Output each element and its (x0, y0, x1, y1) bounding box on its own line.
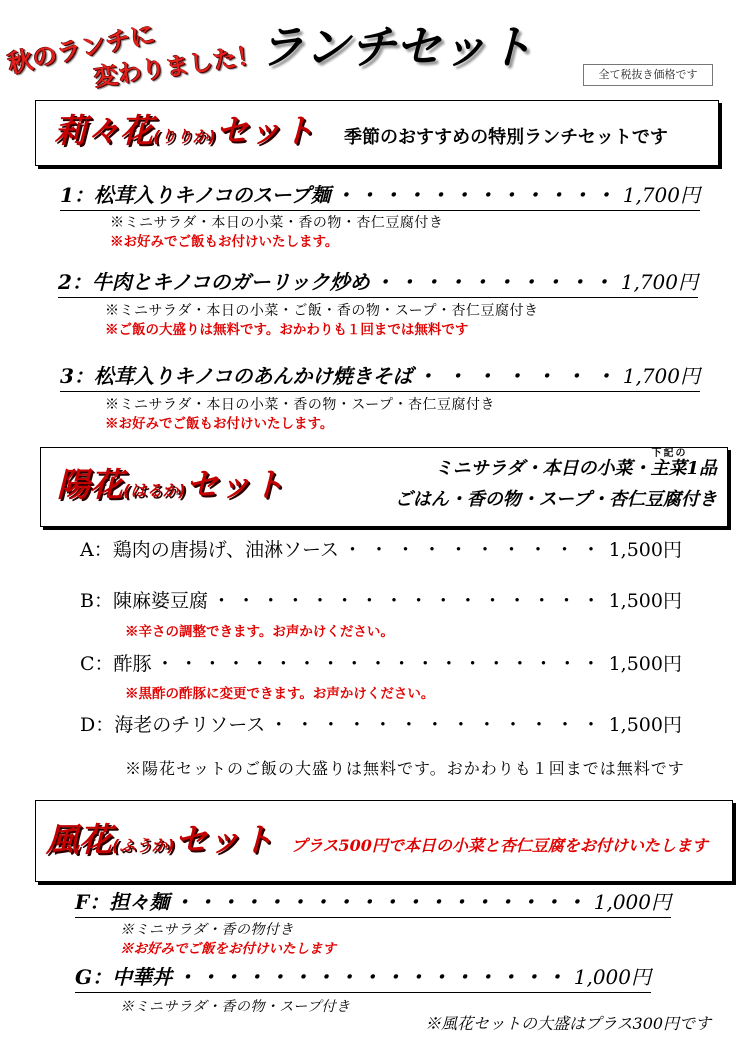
menu-item-c (80, 653, 682, 679)
set-title-fuuka (46, 821, 274, 859)
item-includes-note: ※ミニサラダ・本日の小菜・香の物・スープ・杏仁豆腐付き (105, 397, 495, 413)
item-name: C：酢豚 (80, 653, 152, 675)
leader-dot: ・ (446, 364, 467, 388)
leader-dot: ・ (534, 653, 554, 675)
leader-dot: ・ (528, 539, 548, 561)
leader-dot: ・ (242, 890, 263, 914)
leader-dot: ・ (486, 653, 506, 675)
leader-dot: ・ (261, 590, 281, 612)
item-option-note: ※お好みでご飯をお付けいたします (120, 941, 336, 957)
leader-dot: ・ (477, 714, 497, 736)
leader-dot: ・ (594, 183, 615, 207)
menu-item-b (80, 590, 682, 616)
item-name: G：中華丼 (75, 965, 173, 989)
item-name: 3：松茸入りキノコのあんかけ焼きそば (60, 364, 413, 388)
leader-dot: ・ (236, 590, 256, 612)
leader-dot: ・ (358, 183, 379, 207)
leader-dot: ・ (557, 653, 577, 675)
haruka-includes-line2: ごはん・香の物・スープ・杏仁豆腐付き (394, 489, 717, 510)
dot-leader (208, 590, 609, 614)
leader-dot: ・ (321, 653, 341, 675)
leader-dot: ・ (384, 590, 404, 612)
item-price: 1,500円 (608, 714, 682, 736)
leader-dot: ・ (475, 539, 495, 561)
item-option-note: ※ご飯の大盛りは無料です。おかわりも１回までは無料です (105, 322, 469, 338)
leader-dot: ・ (245, 965, 266, 989)
autumn-banner-line2: 変わりました！ (92, 40, 263, 92)
leader-dot: ・ (337, 965, 358, 989)
leader-dot: ・ (452, 183, 473, 207)
set-header-ririka (35, 100, 719, 166)
leader-dot: ・ (369, 539, 389, 561)
leader-dot: ・ (476, 965, 497, 989)
leader-dot: ・ (310, 590, 330, 612)
leader-dot: ・ (568, 270, 589, 294)
leader-dot: ・ (495, 270, 516, 294)
leader-dot: ・ (453, 965, 474, 989)
leader-dot: ・ (430, 965, 451, 989)
leader-dot: ・ (373, 714, 393, 736)
leader-dot: ・ (285, 590, 305, 612)
leader-dot: ・ (565, 890, 586, 914)
haruka-set-note: ※陽花セットのご飯の大盛りは無料です。おかわりも１回までは無料です (125, 759, 685, 778)
leader-dot: ・ (269, 714, 289, 736)
leader-dot: ・ (335, 590, 355, 612)
leader-dot: ・ (545, 965, 566, 989)
leader-dot: ・ (535, 364, 556, 388)
leader-dot: ・ (344, 653, 364, 675)
leader-dot: ・ (544, 270, 565, 294)
leader-dot: ・ (450, 890, 471, 914)
menu-item-f (75, 890, 671, 918)
leader-dot: ・ (360, 965, 381, 989)
set-suffix: セット (185, 465, 285, 504)
item-option-note: ※お好みでご飯もお付けいたします。 (110, 234, 339, 250)
item-name: 2：牛肉とキノコのガーリック炒め (58, 270, 370, 294)
leader-dot: ・ (519, 270, 540, 294)
leader-dot: ・ (422, 539, 442, 561)
ruby-base: 主菜 (650, 458, 687, 479)
leader-dot: ・ (475, 364, 496, 388)
item-price: 1,500円 (608, 590, 682, 612)
leader-dot: ・ (359, 590, 379, 612)
item-name: D：海老のチリソース (80, 714, 266, 736)
leader-dot: ・ (532, 590, 552, 612)
leader-dot: ・ (250, 653, 270, 675)
set-title-ririka (54, 112, 315, 150)
leader-dot: ・ (219, 890, 240, 914)
set-tagline-fuuka: プラス500円で本日の小菜と杏仁豆腐をお付けいたします (291, 836, 708, 855)
leader-dot: ・ (433, 590, 453, 612)
leader-dot: ・ (179, 653, 199, 675)
leader-dot: ・ (297, 653, 317, 675)
fuuka-set-note: ※風花セットの大盛はプラス300円です (425, 1014, 712, 1033)
set-reading: (ふうか) (112, 836, 175, 855)
set-suffix: セット (174, 820, 274, 859)
leader-dot: ・ (446, 270, 467, 294)
leader-dot: ・ (155, 653, 175, 675)
item-name: F：担々麺 (75, 890, 170, 914)
leader-dot: ・ (295, 714, 315, 736)
item-price: 1,700円 (620, 270, 698, 294)
leader-dot: ・ (314, 965, 335, 989)
menu-item-2 (58, 270, 698, 298)
leader-dot: ・ (581, 653, 601, 675)
leader-dot: ・ (403, 890, 424, 914)
leader-dot: ・ (368, 653, 388, 675)
leader-dot: ・ (439, 653, 459, 675)
ruby-annotation: 下記の (650, 448, 687, 459)
main-dish-ruby (650, 448, 687, 479)
leader-dot: ・ (451, 714, 471, 736)
leader-dot: ・ (502, 539, 522, 561)
leader-dot: ・ (581, 590, 601, 612)
includes-text: ミニサラダ・本日の小菜・ (434, 458, 651, 479)
leader-dot: ・ (405, 183, 426, 207)
leader-dot: ・ (173, 890, 194, 914)
leader-dot: ・ (458, 590, 478, 612)
leader-dot: ・ (555, 539, 575, 561)
leader-dot: ・ (415, 653, 435, 675)
dot-leader (169, 890, 594, 915)
leader-dot: ・ (268, 965, 289, 989)
set-header-haruka (40, 447, 728, 527)
set-reading: (りりか) (153, 127, 216, 146)
item-includes-note: ※ミニサラダ・本日の小菜・香の物・杏仁豆腐付き (110, 215, 444, 231)
leader-dot: ・ (357, 890, 378, 914)
dot-leader (413, 364, 623, 389)
leader-dot: ・ (529, 714, 549, 736)
item-option-note: ※お好みでご飯もお付けいたします。 (105, 416, 334, 432)
item-includes-note: ※ミニサラダ・香の物・スープ付き (120, 999, 351, 1015)
leader-dot: ・ (383, 965, 404, 989)
leader-dot: ・ (507, 590, 527, 612)
leader-dot: ・ (392, 653, 412, 675)
dot-leader (152, 653, 609, 677)
includes-text: 1品 (686, 458, 717, 479)
leader-dot: ・ (416, 364, 437, 388)
leader-dot: ・ (429, 183, 450, 207)
leader-dot: ・ (334, 183, 355, 207)
leader-dot: ・ (499, 965, 520, 989)
item-option-note: ※黒酢の酢豚に変更できます。お声かけください。 (125, 686, 435, 702)
dot-leader (265, 714, 608, 738)
leader-dot: ・ (347, 714, 367, 736)
leader-dot: ・ (547, 183, 568, 207)
leader-dot: ・ (483, 590, 503, 612)
dot-leader (172, 965, 574, 990)
leader-dot: ・ (496, 890, 517, 914)
leader-dot: ・ (226, 653, 246, 675)
leader-dot: ・ (503, 714, 523, 736)
autumn-banner-line1: 秋のランチに (4, 19, 158, 79)
leader-dot: ・ (581, 539, 601, 561)
leader-dot: ・ (196, 890, 217, 914)
item-option-note: ※辛さの調整できます。お声かけください。 (125, 624, 394, 640)
leader-dot: ・ (519, 890, 540, 914)
leader-dot: ・ (473, 890, 494, 914)
set-suffix: セット (215, 111, 315, 150)
leader-dot: ・ (592, 270, 613, 294)
set-header-fuuka (35, 800, 733, 882)
set-name: 莉々花 (54, 111, 153, 150)
leader-dot: ・ (556, 590, 576, 612)
item-includes-note: ※ミニサラダ・本日の小菜・ご飯・香の物・スープ・杏仁豆腐付き (105, 303, 539, 319)
leader-dot: ・ (381, 183, 402, 207)
leader-dot: ・ (199, 965, 220, 989)
leader-dot: ・ (176, 965, 197, 989)
leader-dot: ・ (291, 965, 312, 989)
set-name: 風花 (46, 820, 112, 859)
leader-dot: ・ (321, 714, 341, 736)
leader-dot: ・ (570, 183, 591, 207)
leader-dot: ・ (542, 890, 563, 914)
item-price: 1,700円 (622, 364, 700, 388)
leader-dot: ・ (399, 714, 419, 736)
item-includes-note: ※ミニサラダ・香の物付き (120, 922, 294, 938)
leader-dot: ・ (555, 714, 575, 736)
item-price: 1,500円 (608, 653, 682, 675)
menu-item-a (80, 539, 682, 565)
set-title-haruka (57, 466, 285, 504)
leader-dot: ・ (476, 183, 497, 207)
menu-item-3 (60, 364, 700, 392)
leader-dot: ・ (427, 890, 448, 914)
set-reading: (はるか) (123, 481, 186, 500)
leader-dot: ・ (380, 890, 401, 914)
leader-dot: ・ (463, 653, 483, 675)
haruka-includes-line1 (435, 448, 717, 480)
item-price: 1,700円 (622, 183, 700, 207)
leader-dot: ・ (407, 965, 428, 989)
leader-dot: ・ (265, 890, 286, 914)
leader-dot: ・ (564, 364, 585, 388)
leader-dot: ・ (343, 539, 363, 561)
menu-item-g (75, 965, 651, 993)
set-name: 陽花 (57, 465, 123, 504)
menu-item-d (80, 714, 682, 740)
dot-leader (331, 183, 623, 208)
tax-note-box: 全て税抜き価格です (583, 64, 713, 86)
item-name: 1：松茸入りキノコのスープ麺 (60, 183, 331, 207)
leader-dot: ・ (449, 539, 469, 561)
leader-dot: ・ (500, 183, 521, 207)
leader-dot: ・ (202, 653, 222, 675)
set-tagline-ririka: 季節のおすすめの特別ランチセットです (344, 127, 668, 148)
leader-dot: ・ (422, 270, 443, 294)
item-name: A：鶏肉の唐揚げ、油淋ソース (80, 539, 340, 561)
leader-dot: ・ (398, 270, 419, 294)
leader-dot: ・ (505, 364, 526, 388)
item-name: B：陳麻婆豆腐 (80, 590, 208, 612)
leader-dot: ・ (409, 590, 429, 612)
item-price: 1,500円 (608, 539, 682, 561)
item-price: 1,000円 (573, 965, 651, 989)
dot-leader (339, 539, 609, 563)
page-title: ランチセット (258, 20, 534, 74)
leader-dot: ・ (273, 653, 293, 675)
menu-item-1 (60, 183, 700, 211)
leader-dot: ・ (288, 890, 309, 914)
leader-dot: ・ (581, 714, 601, 736)
leader-dot: ・ (510, 653, 530, 675)
leader-dot: ・ (396, 539, 416, 561)
leader-dot: ・ (425, 714, 445, 736)
item-price: 1,000円 (593, 890, 671, 914)
leader-dot: ・ (471, 270, 492, 294)
leader-dot: ・ (311, 890, 332, 914)
dot-leader (370, 270, 621, 295)
leader-dot: ・ (334, 890, 355, 914)
leader-dot: ・ (222, 965, 243, 989)
leader-dot: ・ (594, 364, 615, 388)
leader-dot: ・ (373, 270, 394, 294)
leader-dot: ・ (211, 590, 231, 612)
leader-dot: ・ (522, 965, 543, 989)
leader-dot: ・ (523, 183, 544, 207)
